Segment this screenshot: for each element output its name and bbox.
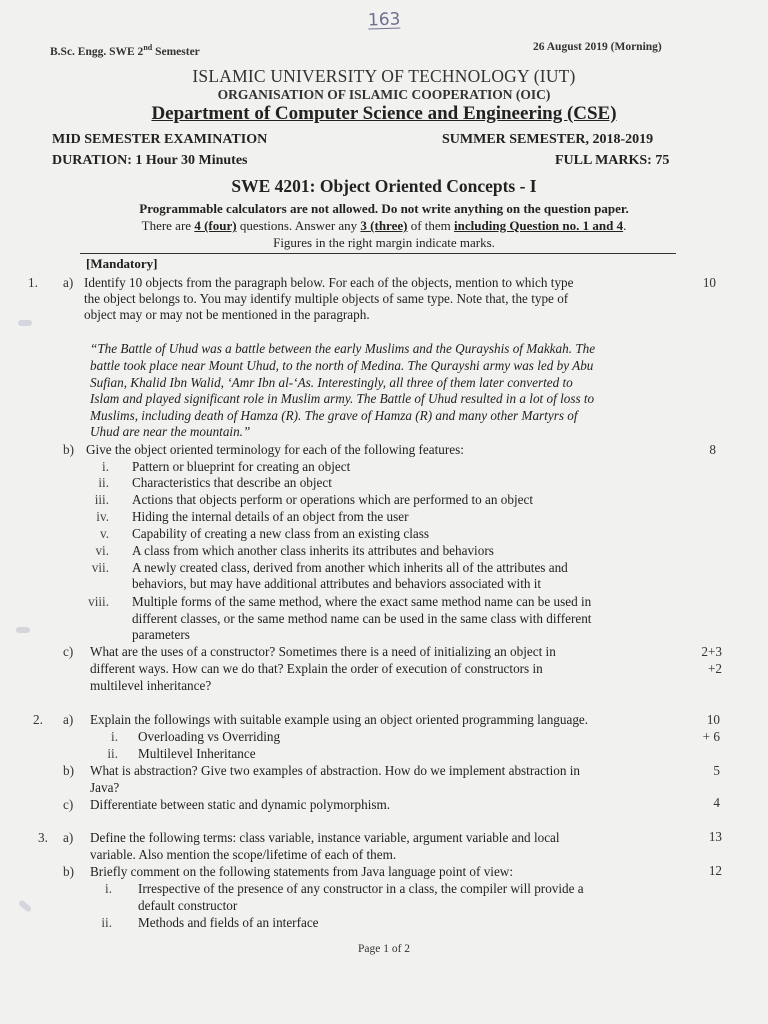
q1a-quote-line: “The Battle of Uhud was a battle between the early Muslims and the Qurayshis of Makkah. The bbox=[90, 341, 596, 356]
q1b-text: Give the object oriented terminology for each of the following features: bbox=[86, 442, 464, 457]
q2c-marks: 4 bbox=[713, 795, 720, 810]
q1b-item-text: Multiple forms of the same method, where the exact same method name can be used in bbox=[132, 594, 592, 609]
q3a-line: variable. Also mention the scope/lifetime of each of them. bbox=[90, 847, 397, 862]
scan-mark bbox=[18, 899, 33, 913]
q1b-item-text: Hiding the internal details of an object from the user bbox=[132, 509, 409, 524]
q2b-line: What is abstraction? Give two examples of abstraction. How do we implement abstraction in bbox=[90, 763, 580, 778]
q1a-quote-line: Uhud are near the mountain.” bbox=[90, 424, 251, 439]
q1b-item-number: iv. bbox=[96, 509, 109, 524]
question-number-2: 2. bbox=[33, 712, 43, 727]
exam-date: 26 August 2019 (Morning) bbox=[533, 41, 662, 53]
q2b-label: b) bbox=[63, 763, 74, 778]
full-marks: FULL MARKS: 75 bbox=[555, 153, 670, 168]
q1b-item-text: Pattern or blueprint for creating an object bbox=[132, 459, 351, 474]
question-number-1: 1. bbox=[28, 275, 38, 290]
q1b-item-text: parameters bbox=[132, 627, 190, 642]
q3a-line: Define the following terms: class variable, instance variable, argument variable and local bbox=[90, 830, 560, 845]
q1b-item-text: A newly created class, derived from another which inherits all of the attributes and bbox=[132, 560, 568, 575]
handwritten-page-number: 163 bbox=[367, 9, 401, 31]
q3a-label: a) bbox=[63, 830, 74, 845]
q2b-line: Java? bbox=[90, 780, 120, 795]
question-number-3: 3. bbox=[38, 830, 48, 845]
q1c-line: What are the uses of a constructor? Sometimes there is a need of initializing an object in bbox=[90, 644, 556, 659]
q1b-item-text: different classes, or the same method name can be used in the same class with different bbox=[132, 611, 592, 626]
q2b-marks: 5 bbox=[713, 763, 720, 778]
q1b-item-text: Characteristics that describe an object bbox=[132, 475, 332, 490]
q3b-marks: 12 bbox=[708, 863, 722, 878]
q1a-quote-line: Muslims, including death of Hamza (R). The grave of Hamza (R) and many other Martyrs of bbox=[90, 408, 578, 423]
page-footer: Page 1 of 2 bbox=[357, 943, 411, 955]
q1b-item-number: v. bbox=[99, 526, 109, 541]
q1c-marks: 2+3 bbox=[701, 644, 722, 659]
q3b-item-number: i. bbox=[105, 881, 112, 896]
university-name: ISLAMIC UNIVERSITY OF TECHNOLOGY (IUT) bbox=[192, 66, 576, 86]
q1a-line: the object belongs to. You may identify multiple objects of same type. Note that, the type of bbox=[84, 291, 569, 306]
department-name: Department of Computer Science and Engineering (CSE) bbox=[151, 103, 617, 124]
q3b-item-text: Irrespective of the presence of any constructor in a class, the compiler will provide a bbox=[138, 881, 584, 896]
scan-mark bbox=[18, 320, 32, 326]
q2c-text: Differentiate between static and dynamic polymorphism. bbox=[90, 797, 391, 812]
q1b-label: b) bbox=[63, 442, 74, 457]
q1b-marks: 8 bbox=[709, 442, 716, 457]
course-title: SWE 4201: Object Oriented Concepts - I bbox=[231, 176, 537, 196]
q3b-item-text: default constructor bbox=[138, 898, 238, 913]
q1a-quote-line: battle took place near Mount Uhud, to the north of Medina. The Qurayshi army was led by Abu bbox=[90, 358, 594, 373]
exam-type: MID SEMESTER EXAMINATION bbox=[52, 132, 268, 147]
q2c-label: c) bbox=[63, 797, 74, 812]
section-divider bbox=[80, 253, 676, 254]
q2a-label: a) bbox=[63, 712, 74, 727]
organisation-name: ORGANISATION OF ISLAMIC COOPERATION (OIC) bbox=[217, 87, 551, 102]
q1b-item-text: Actions that objects perform or operations which are performed to an object bbox=[132, 492, 533, 507]
q1a-quote-line: Islam and played significant role in Muslim army. The Battle of Uhud resulted in a lot of loss to bbox=[90, 391, 595, 406]
q3a-marks: 13 bbox=[708, 829, 722, 844]
q1b-item-number: vii. bbox=[91, 560, 109, 575]
q1b-item-number: viii. bbox=[88, 594, 109, 609]
q1a-marks: 10 bbox=[702, 275, 716, 290]
instruction-marks: Figures in the right margin indicate marks. bbox=[273, 235, 495, 250]
q1c-line: multilevel inheritance? bbox=[90, 678, 212, 693]
duration: DURATION: 1 Hour 30 Minutes bbox=[52, 153, 248, 168]
q1b-item-text: A class from which another class inherits its attributes and behaviors bbox=[132, 543, 494, 558]
q3b-label: b) bbox=[63, 864, 74, 879]
q1b-item-text: behaviors, but may have additional attributes and behaviors associated with it bbox=[132, 576, 542, 591]
instruction-calculators: Programmable calculators are not allowed. Do not write anything on the question paper. bbox=[139, 201, 629, 216]
q1a-quote-line: Sufian, Khalid Ibn Walid, ‘Amr Ibn al-‘As. Interestingly, all three of them later converted to bbox=[90, 375, 573, 390]
q1c-marks: +2 bbox=[707, 661, 722, 676]
q2a-text: Explain the followings with suitable example using an object oriented programming language. bbox=[90, 712, 589, 727]
scan-mark bbox=[16, 627, 30, 633]
q2a-marks: + 6 bbox=[702, 729, 720, 744]
q2a-item-number: i. bbox=[111, 729, 118, 744]
q1b-item-number: i. bbox=[102, 459, 109, 474]
program-label: B.Sc. Engg. SWE 2nd Semester bbox=[50, 43, 200, 58]
q1a-line: Identify 10 objects from the paragraph below. For each of the objects, mention to which type bbox=[84, 275, 574, 290]
mandatory-label: [Mandatory] bbox=[86, 256, 158, 271]
q2a-item-text: Overloading vs Overriding bbox=[138, 729, 281, 744]
q1b-item-number: iii. bbox=[94, 492, 109, 507]
q3b-item-number: ii. bbox=[101, 915, 112, 930]
q1b-item-number: ii. bbox=[98, 475, 109, 490]
q2a-item-number: ii. bbox=[107, 746, 118, 761]
q1a-line: object may or may not be mentioned in the paragraph. bbox=[84, 307, 370, 322]
q1a-label: a) bbox=[63, 275, 74, 290]
semester: SUMMER SEMESTER, 2018-2019 bbox=[442, 132, 654, 147]
q1b-item-text: Capability of creating a new class from an existing class bbox=[132, 526, 429, 541]
q1b-item-number: vi. bbox=[95, 543, 109, 558]
q1c-label: c) bbox=[63, 644, 74, 659]
q3b-item-text: Methods and fields of an interface bbox=[138, 915, 319, 930]
instruction-questions: There are 4 (four) questions. Answer any 3 (three) of them including Question no. 1 and 4. bbox=[141, 218, 627, 233]
q2a-marks: 10 bbox=[706, 712, 720, 727]
q2a-item-text: Multilevel Inheritance bbox=[138, 746, 256, 761]
q3b-text: Briefly comment on the following statements from Java language point of view: bbox=[90, 864, 513, 879]
q1c-line: different ways. How can we do that? Explain the order of execution of constructors in bbox=[90, 661, 543, 676]
